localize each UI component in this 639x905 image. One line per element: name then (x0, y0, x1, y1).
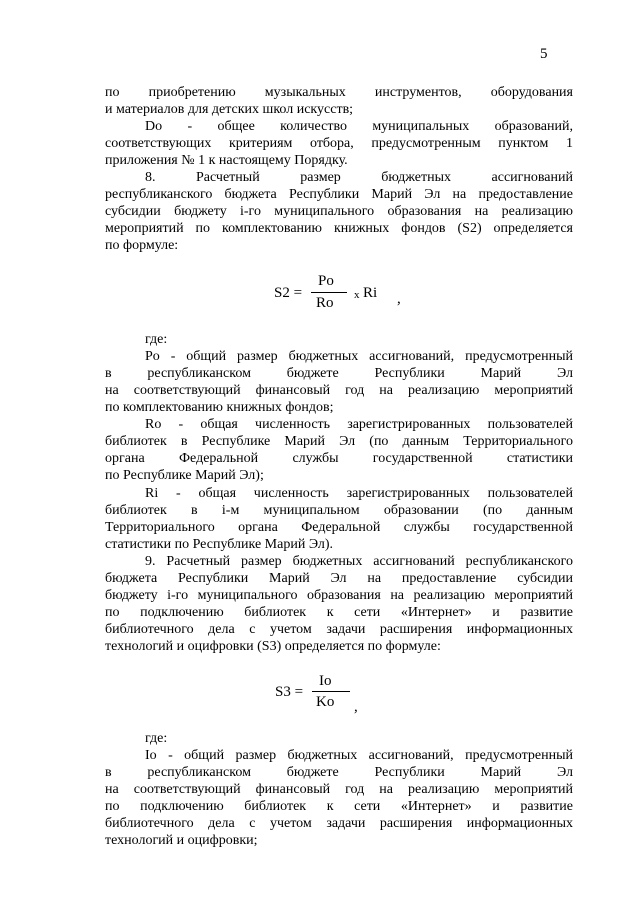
text-line: Ri - общая численность зарегистрированных пользователей (145, 486, 573, 501)
text-line: республиканского бюджета Республики Марий Эл на предоставление (105, 187, 573, 202)
text-line: Ro - общая численность зарегистрированных пользователей (145, 417, 573, 432)
text-line: Территориального органа Федеральной службы государственной (105, 520, 573, 535)
text-line: в республиканском бюджете Республики Марий Эл (105, 765, 573, 780)
text-line: приложения № 1 к настоящему Порядку. (105, 153, 348, 168)
text-line: бюджету i-го муниципального образования на реализацию мероприятий (105, 588, 573, 603)
text-line: технологий и оцифровки (S3) определяется по формуле: (105, 639, 441, 654)
text-line: на соответствующий финансовый год на реализацию мероприятий (105, 782, 573, 797)
text-line: библиотечного дела с учетом задачи расширения информационных (105, 816, 573, 831)
text-line: органа Федеральной службы государственной статистики (105, 451, 573, 466)
text-line: по подключению библиотек к сети «Интернет» и развитие (105, 605, 573, 620)
text-line: по комплектованию книжных фондов; (105, 400, 334, 415)
formula-s3-lhs: S3 = (275, 684, 304, 700)
text-line: по приобретению музыкальных инструментов, оборудования (105, 85, 573, 100)
text-line: библиотек в i-м муниципальном образовании (по данным (105, 503, 573, 518)
text-line: по подключению библиотек к сети «Интернет» и развитие (105, 799, 573, 814)
text-line: технологий и оцифровки; (105, 833, 258, 848)
text-line: бюджета Республики Марий Эл на предоставление субсидии (105, 571, 573, 586)
formula-s3-denominator: Ko (316, 694, 335, 710)
text-line: по Республике Марий Эл); (105, 468, 264, 483)
text-line: соответствующих критериям отбора, предусмотренным пунктом 1 (105, 136, 573, 151)
text-line: 9. Расчетный размер бюджетных ассигнований республиканского (145, 554, 573, 569)
formula-s2-lhs: S2 = (274, 285, 303, 301)
formula-s2-denominator: Ro (316, 295, 334, 311)
formula-s2-factor: Ri (363, 285, 378, 301)
formula-s3-comma: , (354, 699, 358, 715)
text-line: Io - общий размер бюджетных ассигнований, предусмотренный (145, 748, 573, 763)
text-line: в республиканском бюджете Республики Марий Эл (105, 366, 573, 381)
formula-s2-fraction-bar (311, 292, 347, 293)
formula-s2-comma: , (397, 291, 401, 307)
text-line: субсидии бюджету i-го муниципального образования на реализацию (105, 204, 573, 219)
text-line: библиотечного дела с учетом задачи расширения информационных (105, 622, 573, 637)
text-line: Do - общее количество муниципальных образований, (145, 119, 573, 134)
formula-s3-fraction-bar (312, 691, 350, 692)
text-line: библиотек в Республике Марий Эл (по данным Территориального (105, 434, 573, 449)
text-line: и материалов для детских школ искусств; (105, 102, 354, 117)
text-line: статистики по Республике Марий Эл). (105, 537, 334, 552)
text-line: 8. Расчетный размер бюджетных ассигнований (145, 170, 573, 185)
text-line: где: (145, 731, 168, 746)
text-line: по формуле: (105, 238, 179, 253)
text-line: на соответствующий финансовый год на реализацию мероприятий (105, 383, 573, 398)
formula-s2-times: x (354, 289, 360, 301)
text-line: мероприятий по комплектованию книжных фондов (S2) определяется (105, 221, 573, 236)
text-line: где: (145, 332, 168, 347)
text-line: Po - общий размер бюджетных ассигнований, предусмотренный (145, 349, 573, 364)
page-number: 5 (540, 46, 548, 62)
formula-s3-numerator: Io (319, 673, 332, 689)
formula-s2-numerator: Po (318, 273, 334, 289)
